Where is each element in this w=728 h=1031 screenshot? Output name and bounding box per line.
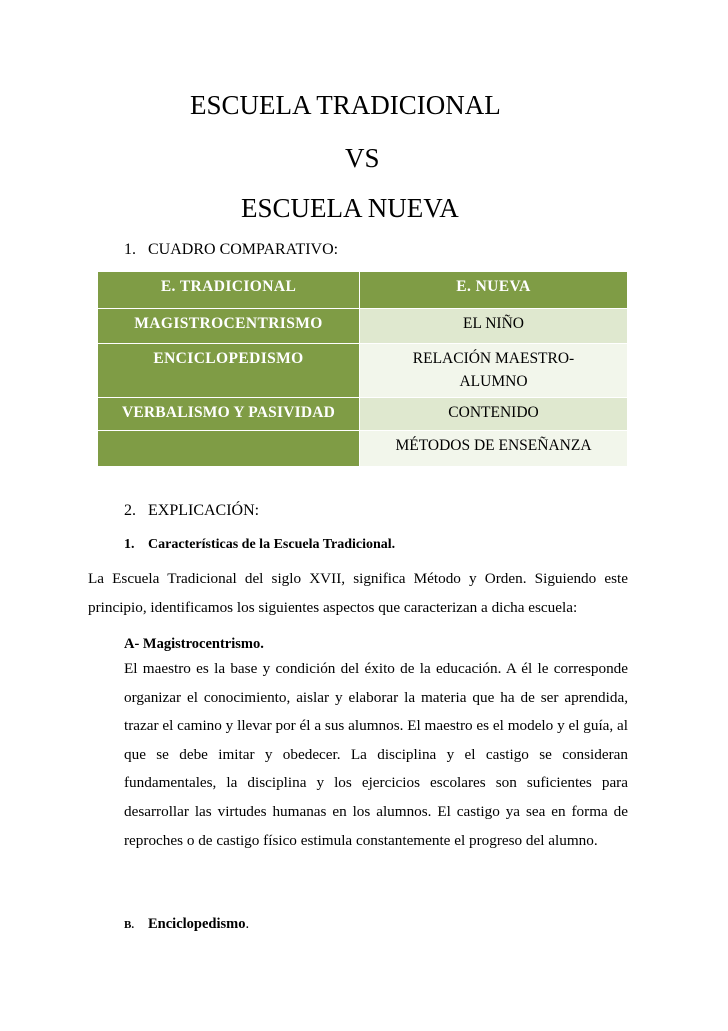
table-header-cell: E. NUEVA — [360, 272, 628, 309]
table-row — [98, 398, 628, 431]
table-cell: MÉTODOS DE ENSEÑANZA — [360, 431, 628, 467]
subsection-heading: 1. Características de la Escuela Tradicional. — [124, 537, 396, 552]
intro-paragraph: La Escuela Tradicional del siglo XVII, significa Método y Orden. Siguiendo este principio, identificamos los siguientes aspectos que caracterizan a dicha escuela: — [88, 570, 628, 616]
point-b-heading: B. Enciclopedismo. — [124, 916, 250, 932]
table-row — [98, 309, 628, 344]
table-row — [98, 344, 628, 398]
comparison-table — [97, 271, 628, 467]
table-cell: CONTENIDO — [360, 398, 628, 431]
table-cell: ENCICLOPEDISMO — [98, 344, 360, 398]
table-header-cell: E. TRADICIONAL — [98, 272, 360, 309]
point-a-heading: A- Magistrocentrismo. — [124, 636, 264, 652]
table-row — [98, 431, 628, 467]
section-heading-explicacion: 2. EXPLICACIÓN: — [124, 502, 260, 519]
table-header-row — [98, 272, 628, 309]
section-heading-cuadro: 1. CUADRO COMPARATIVO: — [124, 241, 339, 258]
table-cell: MAGISTROCENTRISMO — [98, 309, 360, 344]
table-cell: RELACIÓN MAESTRO-ALUMNO — [360, 344, 628, 398]
table-cell: EL NIÑO — [360, 309, 628, 344]
table-cell: VERBALISMO Y PASIVIDAD — [98, 398, 360, 431]
table-cell — [98, 431, 360, 467]
point-a-paragraph: El maestro es la base y condición del éxito de la educación. A él le corresponde organizar el conocimiento, aislar y elaborar la materia que ha de ser aprendida, trazar el camino y llevar por él a sus alumnos. El maestro es el modelo y el guía, al que se debe imitar y obedecer. La disciplina y el castigo se consideran fundamentales, la disciplina y los ejercicios escolares son suficientes para desarrollar las virtudes humanas en los alumnos. El castigo ya sea en forma de reproches o de castigo físico estimula constantemente el progreso del alumno. — [124, 660, 628, 849]
